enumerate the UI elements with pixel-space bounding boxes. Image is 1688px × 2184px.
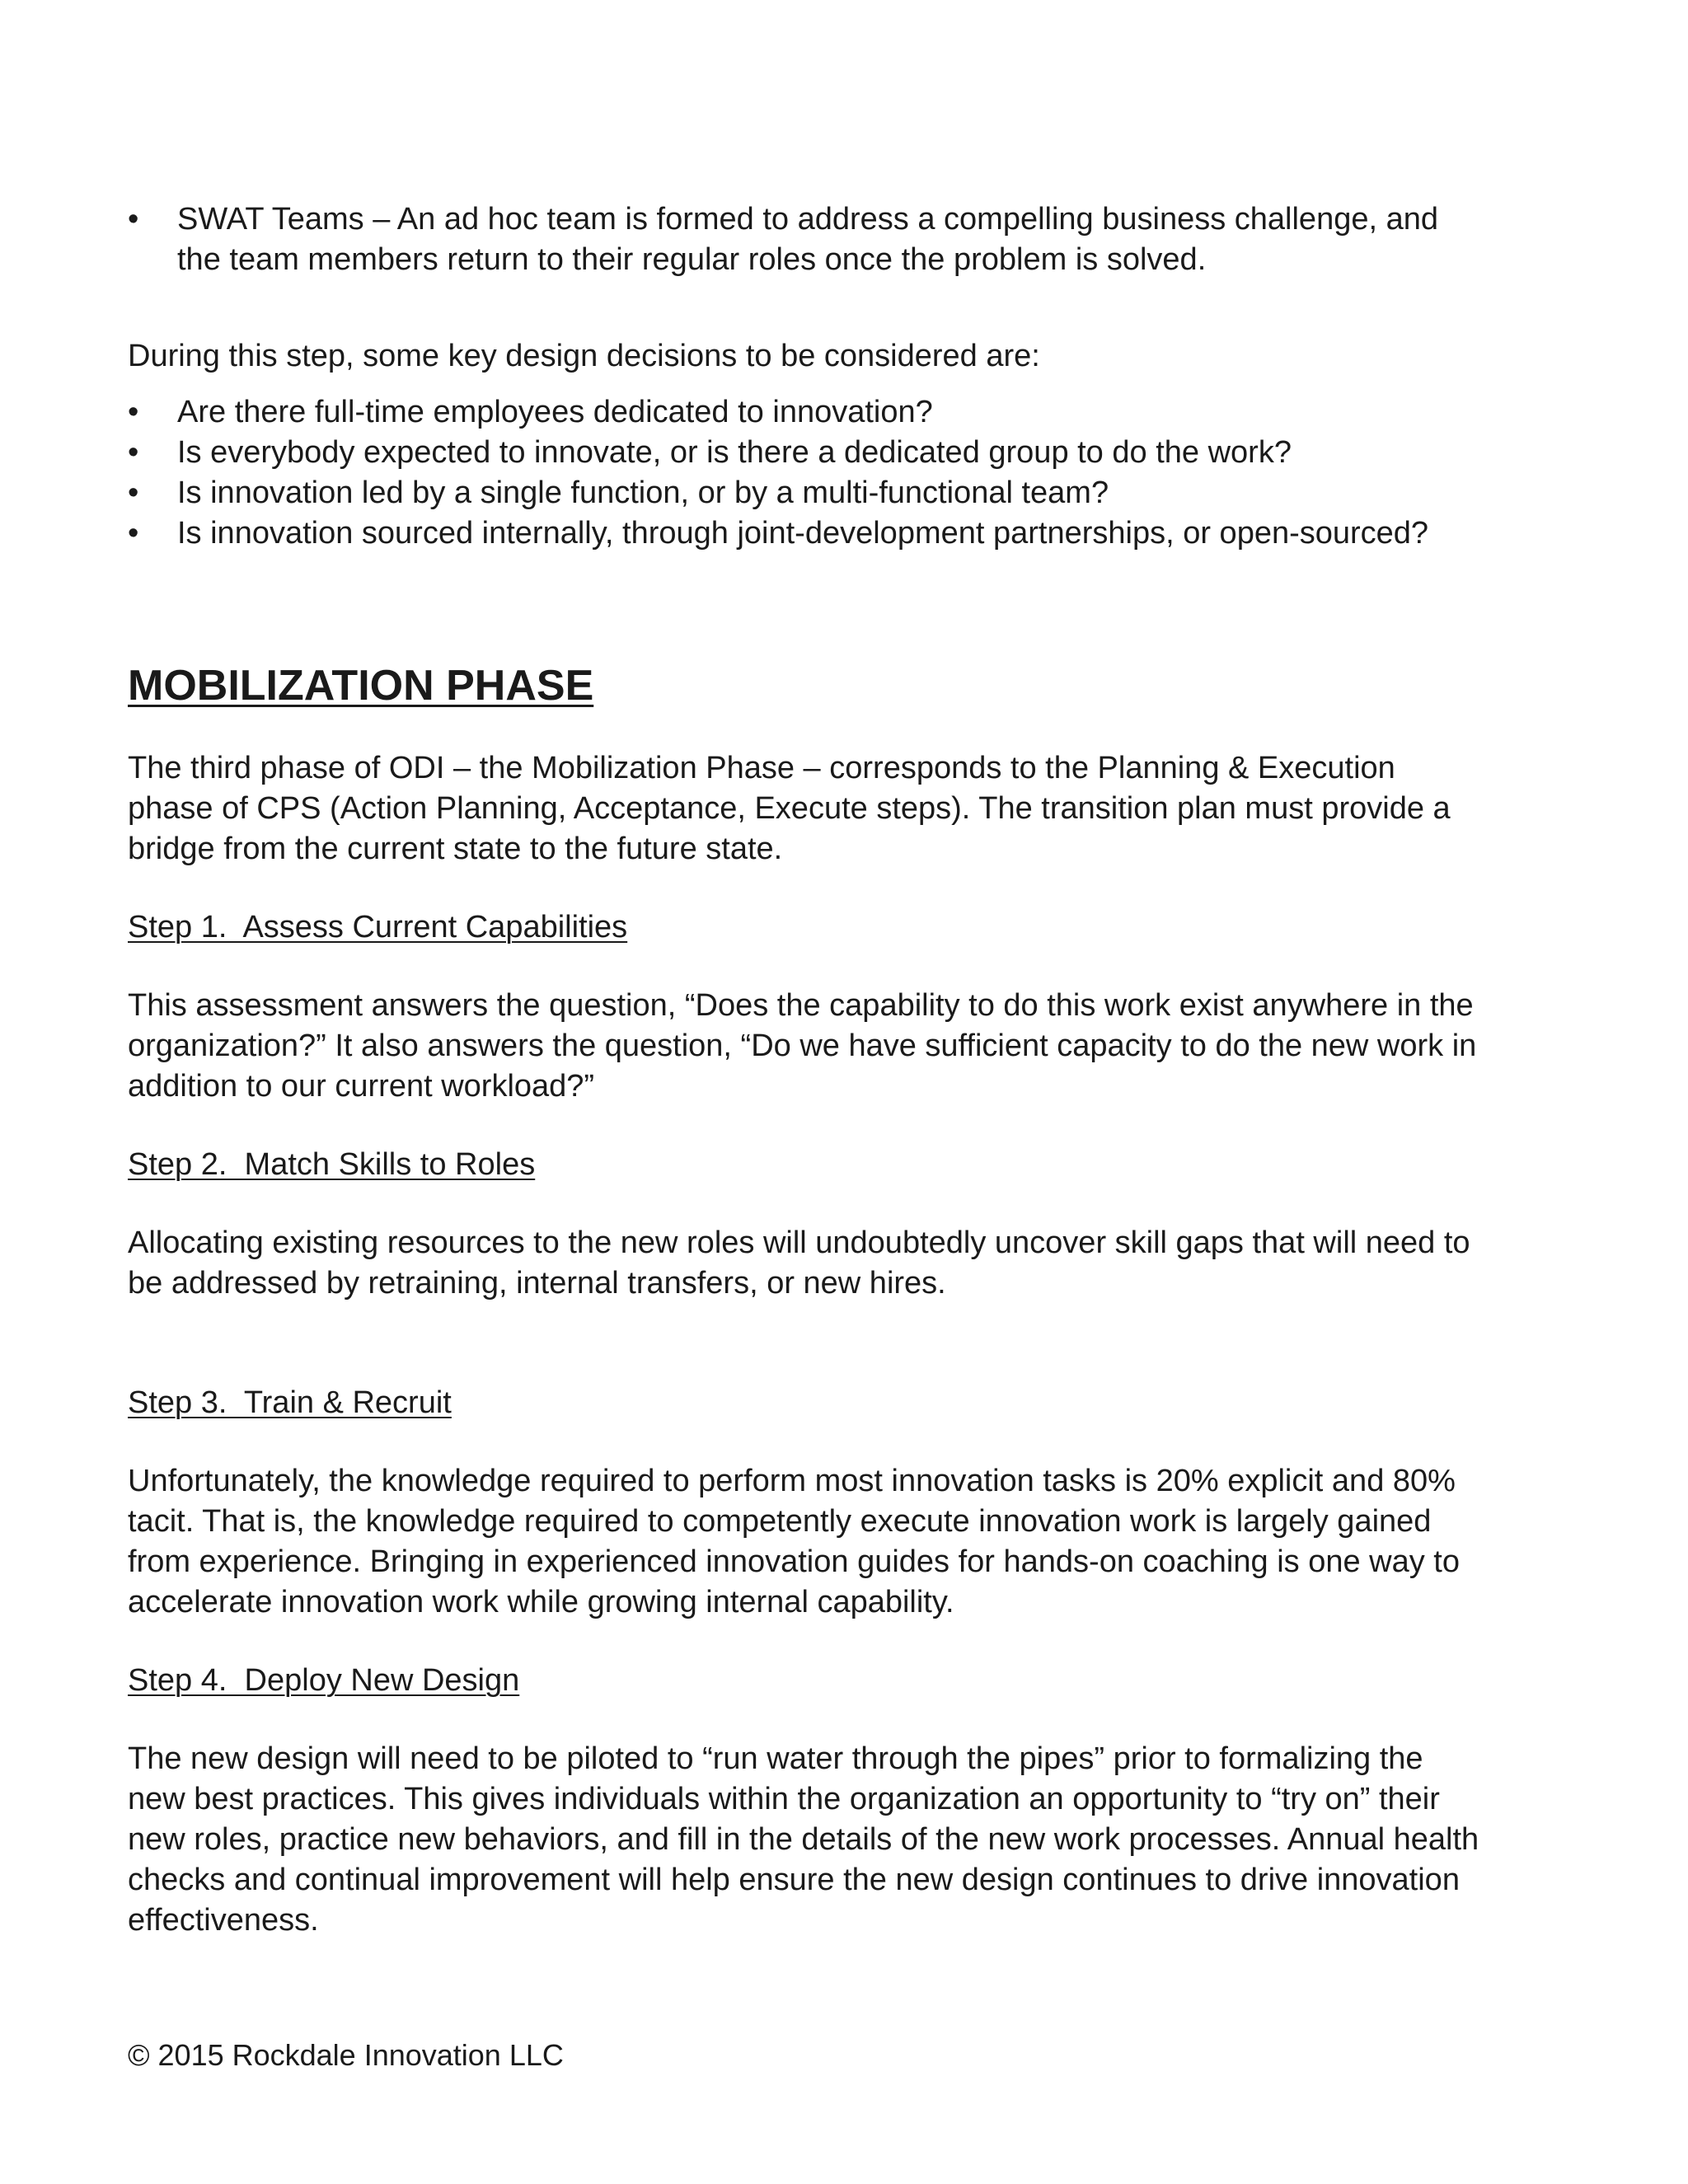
step-2-paragraph	[128, 1223, 1562, 1304]
paragraph-line: Allocating existing resources to the new roles will undoubtedly uncover skill gaps that will need to	[128, 1226, 1470, 1260]
bullet-icon: •	[128, 476, 139, 510]
design-intro-text: During this step, some key design decisions to be considered are:	[128, 339, 1040, 373]
step-2-title: Step 2. Match Skills to Roles	[128, 1147, 536, 1182]
bullet-icon: •	[128, 395, 139, 429]
list-item	[128, 513, 1562, 554]
list-item	[128, 473, 1562, 513]
step-1-title: Step 1. Assess Current Capabilities	[128, 910, 628, 944]
list-item	[128, 392, 1562, 433]
bullet-icon: •	[128, 516, 139, 551]
step-1-paragraph	[128, 986, 1562, 1107]
list-item-text: Is everybody expected to innovate, or is there a dedicated group to do the work?	[177, 435, 1292, 470]
copyright-footer: © 2015 Rockdale Innovation LLC	[128, 2038, 564, 2072]
paragraph-line: bridge from the current state to the future state.	[128, 832, 783, 866]
paragraph-line: This assessment answers the question, “Does the capability to do this work exist anywhere in the	[128, 988, 1474, 1023]
list-item-line: the team members return to their regular roles once the problem is solved.	[177, 242, 1207, 277]
paragraph-line: The third phase of ODI – the Mobilization Phase – corresponds to the Planning & Execution	[128, 751, 1395, 785]
paragraph-line: new roles, practice new behaviors, and fill in the details of the new work processes. Annual health	[128, 1822, 1479, 1857]
paragraph-line: tacit. That is, the knowledge required to competently execute innovation work is largely gained	[128, 1504, 1432, 1539]
list-item-text: Is innovation sourced internally, through joint-development partnerships, or open-sourced?	[177, 516, 1429, 551]
paragraph-line: be addressed by retraining, internal transfers, or new hires.	[128, 1266, 946, 1301]
paragraph-line: from experience. Bringing in experienced innovation guides for hands-on coaching is one way to	[128, 1544, 1460, 1579]
list-item-line: SWAT Teams – An ad hoc team is formed to address a compelling business challenge, and	[177, 202, 1438, 237]
step-3-paragraph	[128, 1461, 1562, 1623]
paragraph-line: phase of CPS (Action Planning, Acceptance, Execute steps). The transition plan must provide a	[128, 791, 1451, 826]
step-4-paragraph	[128, 1739, 1562, 1941]
page-content	[128, 199, 1562, 1941]
design-questions-list	[128, 392, 1562, 554]
list-item-text: Are there full-time employees dedicated to innovation?	[177, 395, 933, 429]
list-item	[128, 199, 1562, 280]
step-3-title: Step 3. Train & Recruit	[128, 1385, 452, 1420]
list-item-text: Is innovation led by a single function, or by a multi-functional team?	[177, 476, 1109, 510]
paragraph-line: accelerate innovation work while growing internal capability.	[128, 1585, 954, 1619]
paragraph-line: organization?” It also answers the question, “Do we have sufficient capacity to do the new work in	[128, 1029, 1477, 1063]
paragraph-line: Unfortunately, the knowledge required to perform most innovation tasks is 20% explicit and 80%	[128, 1464, 1456, 1498]
paragraph-line: addition to our current workload?”	[128, 1069, 595, 1104]
swat-bullet-list	[128, 199, 1562, 280]
paragraph-line: The new design will need to be piloted to “run water through the pipes” prior to formalizing the	[128, 1741, 1423, 1776]
intro-paragraph	[128, 748, 1562, 869]
section-heading: MOBILIZATION PHASE	[128, 662, 594, 710]
paragraph-line: checks and continual improvement will help ensure the new design continues to drive innovation	[128, 1863, 1460, 1897]
bullet-icon: •	[128, 435, 139, 470]
paragraph-line: effectiveness.	[128, 1903, 319, 1938]
step-4-title: Step 4. Deploy New Design	[128, 1663, 520, 1698]
list-item	[128, 433, 1562, 473]
paragraph-line: new best practices. This gives individuals within the organization an opportunity to “try on” their	[128, 1782, 1440, 1816]
bullet-icon: •	[128, 202, 139, 237]
